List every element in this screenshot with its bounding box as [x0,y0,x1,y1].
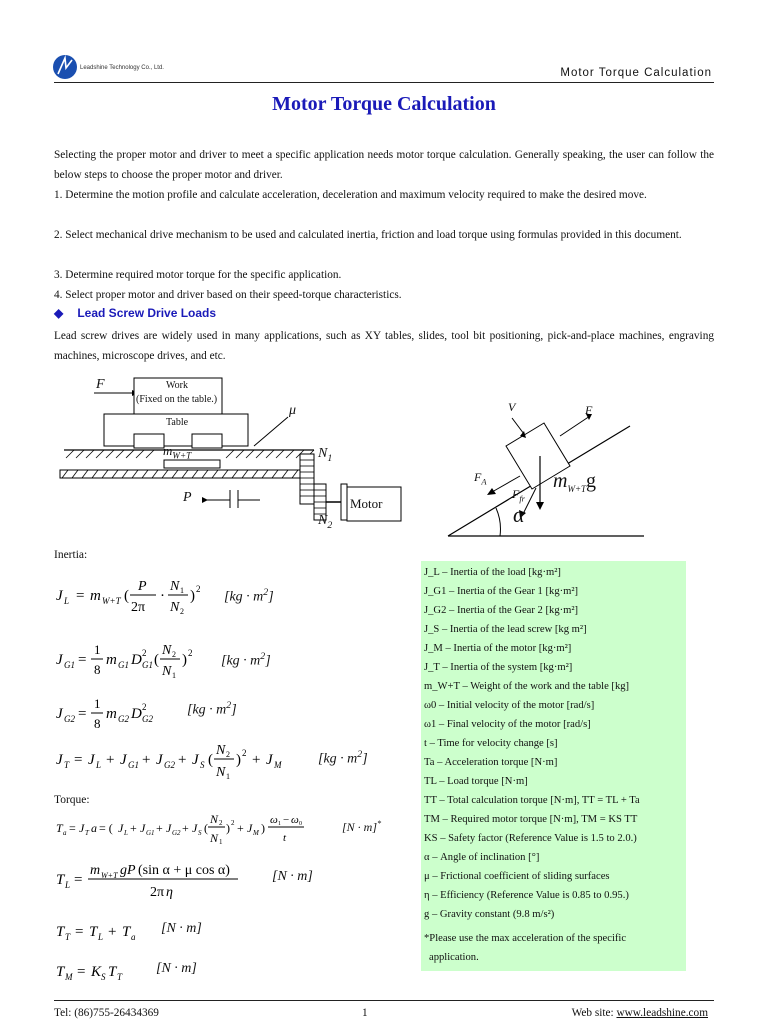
svg-text:J: J [56,588,63,604]
svg-text:ω: ω [291,814,299,826]
svg-text:=: = [78,706,87,722]
formula-TL [54,856,274,902]
formula-Ta-unit [342,819,381,835]
svg-text:=: = [77,964,86,980]
svg-text:a: a [131,932,136,942]
svg-text:= (: = ( [99,821,113,835]
legend-item: J_S – Inertia of the lead screw [kg m²] [424,624,587,635]
svg-text:T: T [122,924,131,940]
svg-text:N: N [170,600,180,615]
gear-n1-label [318,446,332,464]
svg-text:+: + [142,752,151,768]
svg-text:S: S [200,760,205,770]
svg-text:2π: 2π [150,885,165,900]
svg-text:M: M [65,972,73,982]
svg-text:8: 8 [94,716,101,731]
svg-text:G2: G2 [64,714,75,724]
svg-text:+: + [252,752,261,768]
formula-JG2-unit: $[kg \cdot m^2]$ [187,700,237,718]
svg-text:J: J [56,752,63,768]
svg-text:G1: G1 [128,760,139,770]
svg-text:=: = [74,872,83,888]
symbol-legend [421,561,686,971]
svg-text:+: + [130,821,137,835]
svg-text:m: m [106,706,117,722]
mass-label-sub: W+T [172,450,192,461]
gear-n2-sub: 2 [327,519,333,531]
svg-text:N: N [162,664,172,679]
svg-text:1: 1 [219,838,223,846]
svg-text:): ) [261,821,265,835]
svg-text:=: = [75,924,84,940]
incline-ffr-f: F [512,487,520,501]
svg-text:T: T [64,760,70,770]
incline-fa-label [474,470,486,486]
website-label: Web site: [571,1007,617,1019]
angle-label: α [513,502,525,527]
incline-fa-f: F [474,470,482,484]
legend-item: α – Angle of inclination [°] [424,852,540,863]
company-logo [52,54,80,82]
svg-text:1: 1 [94,696,101,711]
jg1-unit-exp: 2 [260,651,266,662]
legend-item: g – Gravity constant (9.8 m/s²) [424,909,555,920]
jl-unit-exp: 2 [263,587,269,598]
svg-text:1: 1 [172,671,176,680]
formula-JG1-unit: $[kg \cdot m^2]$ [221,651,271,669]
svg-text:G1: G1 [64,660,75,670]
legend-item: TL – Load torque [N·m] [424,776,528,787]
svg-text:D: D [131,706,142,722]
svg-text:L: L [64,596,70,606]
svg-text:0: 0 [299,821,302,827]
formula-TM-unit: [N · m] [156,961,197,976]
svg-text:2: 2 [231,819,235,827]
svg-text:K: K [91,964,102,980]
mass-label [163,443,191,461]
svg-text:L: L [124,829,128,837]
svg-text:ω: ω [270,814,278,826]
gear-n2-n: N [318,513,328,528]
inertia-heading: Inertia: [54,549,88,561]
jl-unit-text: [kg · m [224,589,264,605]
svg-text:1: 1 [226,772,230,781]
svg-text:G1: G1 [142,660,153,670]
svg-text:P: P [138,579,147,594]
svg-text:+: + [106,752,115,768]
incline-ffr-label [512,487,525,503]
gear-n1-sub: 1 [327,452,333,464]
formula-Ta [54,808,344,852]
work-label: Work [166,380,188,391]
svg-text:N: N [216,743,226,758]
mass-label-m: m [163,443,173,458]
svg-text:): ) [226,821,230,835]
svg-text:S: S [198,829,202,837]
section-heading [54,306,216,320]
formula-JT [54,738,324,784]
svg-text:G2: G2 [142,714,153,724]
gear-n1-n: N [318,446,328,461]
jg1-unit-text: [kg · m [221,653,261,669]
svg-text:N: N [210,812,219,826]
svg-text:L: L [98,932,104,942]
svg-text:=: = [69,821,76,835]
company-name: Leadshine Technology Co., Ltd. [80,65,164,71]
svg-text:(: ( [124,588,129,604]
svg-text:L: L [65,880,71,890]
svg-text:J: J [118,821,124,835]
svg-text:W+T: W+T [101,871,118,880]
svg-text:2: 2 [219,819,223,827]
svg-text:M: M [253,829,259,837]
step-2: 2. Select mechanical drive mechanism to be used and calculated inertia, friction and load torque using formulas provided in this document. [54,229,682,241]
work-sublabel: (Fixed on the table.) [136,394,218,405]
ta-unit-star: * [377,819,382,828]
svg-text:): ) [182,652,187,668]
svg-text:W+T: W+T [102,596,121,606]
torque-heading: Torque: [54,794,90,806]
lead-screw-diagram [54,374,406,544]
step-1: 1. Determine the motion profile and calculate acceleration, deceleration and maximum velocity required to make the desired move. [54,189,647,201]
svg-text:J: J [156,752,163,768]
svg-text:T: T [117,972,123,982]
legend-item: J_G2 – Inertia of the Gear 2 [kg·m²] [424,605,579,616]
svg-text:+: + [108,924,117,940]
formula-JT-unit: $[kg \cdot m^2]$ [318,749,368,767]
legend-item: ω1 – Final velocity of the motor [rad/s] [424,719,591,730]
svg-text:2π: 2π [131,600,146,615]
svg-text:m: m [90,588,101,604]
velocity-label: V [508,400,516,414]
section-paragraph: Lead screw drives are widely used in many applications, such as XY tables, slides, tool bit positioning, pick-and-place machines, engraving machines, microscope drives, and etc. [54,330,714,362]
svg-text:2: 2 [242,748,247,758]
svg-text:T: T [56,964,65,980]
svg-text:T: T [85,829,89,837]
svg-text:·: · [160,588,165,604]
svg-text:): ) [236,752,241,768]
svg-text:a: a [91,821,97,835]
svg-text:G2: G2 [172,829,181,837]
formula-TT-unit: [N · m] [161,921,202,936]
svg-text:G2: G2 [164,760,175,770]
svg-text:−: − [283,814,290,826]
svg-text:m: m [106,652,117,668]
svg-text:1: 1 [180,586,184,595]
jt-unit-exp: 2 [357,749,363,760]
legend-item: KS – Safety factor (Reference Value is 1.5 to 2.0.) [424,833,637,844]
legend-item: application. [429,952,479,963]
svg-text:2: 2 [172,650,176,659]
gear-n2-label [318,513,332,531]
svg-text:G1: G1 [146,829,155,837]
svg-text:8: 8 [94,662,101,677]
header-rule [54,82,714,83]
svg-text:J: J [266,752,273,768]
svg-text:J: J [247,821,253,835]
formula-JL-unit: $[kg \cdot m^2]$ [224,587,274,605]
legend-item: TT – Total calculation torque [N·m], TT = TL + Ta [424,795,640,806]
svg-text:N: N [170,579,180,594]
svg-text:T: T [56,821,63,835]
svg-text:T: T [89,924,98,940]
legend-item: TM – Required motor torque [N·m], TM = KS TT [424,814,638,825]
section-heading-text: Lead Screw Drive Loads [77,306,217,320]
svg-text:J: J [140,821,146,835]
jt-unit-text: [kg · m [318,751,358,767]
svg-text:2: 2 [226,750,230,759]
diagram-force-label: F [96,377,105,392]
svg-text:T: T [108,964,117,980]
svg-text:+: + [182,821,189,835]
legend-item: *Please use the max acceleration of the specific [424,933,627,944]
svg-text:M: M [274,760,282,770]
pitch-label: P [183,490,192,505]
svg-text:m: m [90,863,101,878]
svg-text:1: 1 [278,821,281,827]
svg-text:J: J [79,821,85,835]
svg-text:2: 2 [196,584,201,594]
incline-fa-sub: A [481,477,487,487]
svg-text:+: + [237,821,244,835]
svg-text:η: η [166,885,173,900]
formula-TM [54,958,164,984]
legend-item: m_W+T – Weight of the work and the table [kg] [424,681,630,692]
svg-text:2: 2 [142,648,147,658]
page-number: 1 [362,1007,368,1019]
svg-text:(: ( [154,652,159,668]
svg-text:N: N [210,831,219,845]
legend-item: μ – Frictional coefficient of sliding surfaces [424,871,610,882]
svg-text:=: = [78,652,87,668]
ta-unit-text: [N · m] [342,820,378,834]
svg-text:N: N [216,765,226,780]
legend-item: t – Time for velocity change [s] [424,738,558,749]
running-title: Motor Torque Calculation [560,67,712,79]
svg-text:=: = [74,752,83,768]
svg-text:(: ( [204,821,208,835]
website-link[interactable]: www.leadshine.com [616,1007,708,1019]
incline-ffr-sub: fr [519,494,525,504]
motor-label: Motor [350,496,383,511]
svg-text:J: J [192,752,199,768]
legend-item: J_G1 – Inertia of the Gear 1 [kg·m²] [424,586,579,597]
svg-text:2: 2 [180,607,184,616]
svg-text:2: 2 [142,702,147,712]
footer-website [572,1007,708,1019]
svg-text:(sin α + μ cos α): (sin α + μ cos α) [138,863,230,878]
formula-TL-unit: [N · m] [272,869,313,884]
svg-text:2: 2 [188,648,193,658]
gravity-sub: W+T [567,484,587,494]
svg-text:=: = [76,588,85,604]
svg-text:+: + [156,821,163,835]
jg2-unit-text: [kg · m [187,702,227,718]
svg-text:G2: G2 [118,714,129,724]
svg-text:J: J [192,821,198,835]
svg-text:L: L [96,760,102,770]
svg-text:+: + [178,752,187,768]
svg-text:S: S [101,972,106,982]
intro-paragraph: Selecting the proper motor and driver to meet a specific application needs motor torque calculation. Generally speaking, the user can follow the below steps to choose the proper motor and driver. [54,149,714,181]
diamond-bullet-icon: ◆ [54,306,64,320]
gravity-label [553,470,596,494]
svg-text:): ) [190,588,195,604]
legend-item: J_T – Inertia of the system [kg·m²] [424,662,573,673]
svg-text:(: ( [208,752,213,768]
svg-text:J: J [166,821,172,835]
svg-text:1: 1 [94,642,101,657]
table-label: Table [166,417,189,428]
svg-text:J: J [56,652,63,668]
svg-text:T: T [56,872,65,888]
svg-text:gP: gP [120,863,136,878]
friction-label: μ [289,403,297,418]
page-title: Motor Torque Calculation [272,93,496,115]
svg-text:T: T [56,924,65,940]
jg2-unit-exp: 2 [226,700,232,711]
step-4: 4. Select proper motor and driver based on their speed-torque characteristics. [54,289,402,301]
svg-text:t: t [283,832,287,844]
legend-item: η – Efficiency (Reference Value is 0.85 to 0.95.) [424,890,629,901]
svg-text:N: N [162,643,172,658]
svg-text:J: J [56,706,63,722]
svg-text:a: a [63,829,67,837]
footer-rule [54,1000,714,1001]
svg-text:J: J [120,752,127,768]
svg-text:T: T [65,932,71,942]
step-3: 3. Determine required motor torque for the specific application. [54,269,342,281]
formula-TT [54,918,174,944]
legend-item: J_L – Inertia of the load [kg·m²] [424,567,561,578]
gravity-g: g [586,470,597,492]
legend-item: Ta – Acceleration torque [N·m] [424,757,558,768]
svg-text:G1: G1 [118,660,129,670]
svg-text:D: D [131,652,142,668]
footer-phone: Tel: (86)755-26434369 [54,1007,159,1019]
incline-force-label: F [585,403,593,417]
svg-text:J: J [88,752,95,768]
legend-item: J_M – Inertia of the motor [kg·m²] [424,643,572,654]
gravity-m: m [553,470,568,492]
incline-diagram [440,396,650,542]
legend-item: ω0 – Initial velocity of the motor [rad/s] [424,700,595,711]
